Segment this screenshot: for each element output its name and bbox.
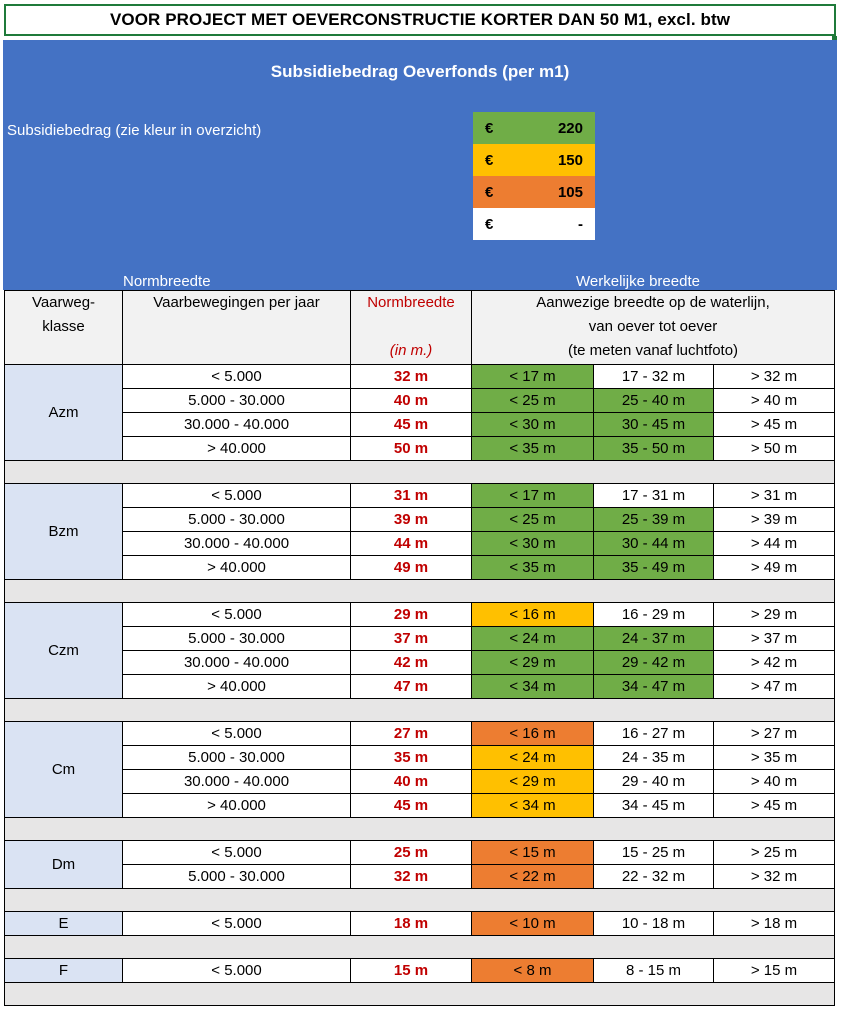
legend-white bbox=[473, 208, 595, 240]
cell-breedte-midden[interactable]: 17 - 31 m bbox=[594, 484, 714, 508]
col-header-vaar: Vaarbewegingen per jaar bbox=[123, 291, 351, 365]
cell-normbreedte[interactable]: 27 m bbox=[351, 722, 472, 746]
cell-vaarbewegingen[interactable]: < 5.000 bbox=[123, 365, 351, 389]
cell-breedte-midden[interactable]: 24 - 37 m bbox=[594, 627, 714, 651]
cell-vaarbewegingen[interactable]: 5.000 - 30.000 bbox=[123, 389, 351, 413]
cell-normbreedte[interactable]: 29 m bbox=[351, 603, 472, 627]
cell-breedte-smal[interactable]: < 10 m bbox=[472, 912, 594, 936]
cell-klasse[interactable]: Azm bbox=[5, 365, 123, 461]
panel-heading: Subsidiebedrag Oeverfonds (per m1) bbox=[270, 62, 570, 81]
cell-breedte-midden[interactable]: 8 - 15 m bbox=[594, 959, 714, 983]
cell-breedte-midden[interactable]: 35 - 49 m bbox=[594, 556, 714, 580]
cell-normbreedte[interactable]: 50 m bbox=[351, 437, 472, 461]
cell-normbreedte[interactable]: 45 m bbox=[351, 794, 472, 818]
cell-vaarbewegingen[interactable]: < 5.000 bbox=[123, 959, 351, 983]
col-header-klasse bbox=[5, 291, 123, 365]
spacer-cell bbox=[5, 936, 835, 959]
spacer-cell bbox=[5, 699, 835, 722]
table-header bbox=[5, 291, 835, 365]
spacer-row bbox=[5, 983, 835, 1006]
spacer-row bbox=[5, 699, 835, 722]
cell-breedte-midden[interactable]: 30 - 44 m bbox=[594, 532, 714, 556]
cell-breedte-breed[interactable]: > 18 m bbox=[714, 912, 835, 936]
cell-breedte-smal[interactable]: < 17 m bbox=[472, 365, 594, 389]
col-header-norm bbox=[351, 291, 472, 365]
cell-breedte-breed[interactable]: > 25 m bbox=[714, 841, 835, 865]
subsidy-panel bbox=[3, 40, 837, 290]
spacer-cell bbox=[5, 580, 835, 603]
col-header-norm-label: Normbreedte bbox=[367, 294, 455, 311]
cell-vaarbewegingen[interactable]: 30.000 - 40.000 bbox=[123, 532, 351, 556]
cell-vaarbewegingen[interactable]: < 5.000 bbox=[123, 841, 351, 865]
col-header-actual-line2: van oever tot oever bbox=[588, 318, 718, 335]
table-row bbox=[5, 746, 835, 770]
cell-klasse[interactable]: Bzm bbox=[5, 484, 123, 580]
legend-yellow bbox=[473, 144, 595, 176]
cell-breedte-midden[interactable]: 17 - 32 m bbox=[594, 365, 714, 389]
cell-breedte-smal[interactable]: < 8 m bbox=[472, 959, 594, 983]
cell-breedte-breed[interactable]: > 47 m bbox=[714, 675, 835, 699]
table-row bbox=[5, 532, 835, 556]
legend-green bbox=[473, 112, 595, 144]
cell-klasse[interactable]: Cm bbox=[5, 722, 123, 818]
cell-breedte-midden[interactable]: 16 - 29 m bbox=[594, 603, 714, 627]
cell-normbreedte[interactable]: 42 m bbox=[351, 651, 472, 675]
cell-vaarbewegingen[interactable]: < 5.000 bbox=[123, 722, 351, 746]
cell-breedte-breed[interactable]: > 15 m bbox=[714, 959, 835, 983]
cell-breedte-midden[interactable]: 35 - 50 m bbox=[594, 437, 714, 461]
cell-vaarbewegingen[interactable]: < 5.000 bbox=[123, 603, 351, 627]
panel-label: Subsidiebedrag (zie kleur in overzicht) bbox=[7, 122, 262, 139]
cell-breedte-smal[interactable]: < 29 m bbox=[472, 651, 594, 675]
cell-normbreedte[interactable]: 31 m bbox=[351, 484, 472, 508]
table-row bbox=[5, 841, 835, 865]
table-row bbox=[5, 959, 835, 983]
cell-normbreedte[interactable]: 15 m bbox=[351, 959, 472, 983]
table-row bbox=[5, 651, 835, 675]
spacer-cell bbox=[5, 983, 835, 1006]
cell-breedte-smal[interactable]: < 24 m bbox=[472, 746, 594, 770]
cell-breedte-breed[interactable]: > 29 m bbox=[714, 603, 835, 627]
spacer-cell bbox=[5, 461, 835, 484]
col-header-actual bbox=[472, 291, 835, 365]
cell-normbreedte[interactable]: 32 m bbox=[351, 865, 472, 889]
cell-breedte-midden[interactable]: 30 - 45 m bbox=[594, 413, 714, 437]
cell-breedte-midden[interactable]: 15 - 25 m bbox=[594, 841, 714, 865]
cell-normbreedte[interactable]: 47 m bbox=[351, 675, 472, 699]
cell-breedte-breed[interactable]: > 32 m bbox=[714, 865, 835, 889]
spacer-row bbox=[5, 889, 835, 912]
cell-breedte-smal[interactable]: < 35 m bbox=[472, 437, 594, 461]
legend-orange bbox=[473, 176, 595, 208]
cell-breedte-smal[interactable]: < 16 m bbox=[472, 603, 594, 627]
cell-normbreedte[interactable]: 25 m bbox=[351, 841, 472, 865]
cell-breedte-breed[interactable]: > 37 m bbox=[714, 627, 835, 651]
cell-breedte-breed[interactable]: > 50 m bbox=[714, 437, 835, 461]
col-header-actual-line1: Aanwezige breedte op de waterlijn, bbox=[536, 294, 770, 311]
cell-normbreedte[interactable]: 35 m bbox=[351, 746, 472, 770]
cell-normbreedte[interactable]: 39 m bbox=[351, 508, 472, 532]
cell-breedte-smal[interactable]: < 17 m bbox=[472, 484, 594, 508]
title-bar[interactable] bbox=[4, 4, 836, 36]
spacer-row bbox=[5, 580, 835, 603]
cell-breedte-smal[interactable]: < 25 m bbox=[472, 508, 594, 532]
legend-currency: € bbox=[485, 119, 494, 137]
table-row bbox=[5, 722, 835, 746]
cell-breedte-breed[interactable]: > 31 m bbox=[714, 484, 835, 508]
table-row bbox=[5, 603, 835, 627]
spacer-row bbox=[5, 818, 835, 841]
cell-breedte-breed[interactable]: > 40 m bbox=[714, 389, 835, 413]
cell-normbreedte[interactable]: 44 m bbox=[351, 532, 472, 556]
cell-breedte-midden[interactable]: 34 - 47 m bbox=[594, 675, 714, 699]
legend-amount: 220 bbox=[557, 119, 583, 137]
cell-vaarbewegingen[interactable]: > 40.000 bbox=[123, 556, 351, 580]
cell-breedte-breed[interactable]: > 35 m bbox=[714, 746, 835, 770]
cell-breedte-breed[interactable]: > 45 m bbox=[714, 794, 835, 818]
cell-vaarbewegingen[interactable]: > 40.000 bbox=[123, 437, 351, 461]
cell-breedte-smal[interactable]: < 30 m bbox=[472, 532, 594, 556]
cell-breedte-smal[interactable]: < 25 m bbox=[472, 389, 594, 413]
table-row bbox=[5, 484, 835, 508]
legend-currency: € bbox=[485, 151, 494, 169]
group-label-werkelijke-breedte: Werkelijke breedte bbox=[576, 273, 700, 290]
cell-klasse[interactable]: F bbox=[5, 959, 123, 983]
cell-breedte-midden[interactable]: 25 - 40 m bbox=[594, 389, 714, 413]
cell-breedte-smal[interactable]: < 34 m bbox=[472, 794, 594, 818]
cell-breedte-breed[interactable]: > 40 m bbox=[714, 770, 835, 794]
cell-vaarbewegingen[interactable]: 30.000 - 40.000 bbox=[123, 651, 351, 675]
cell-vaarbewegingen[interactable]: 5.000 - 30.000 bbox=[123, 746, 351, 770]
cell-klasse[interactable]: Dm bbox=[5, 841, 123, 889]
cell-normbreedte[interactable]: 45 m bbox=[351, 413, 472, 437]
cell-breedte-midden[interactable]: 10 - 18 m bbox=[594, 912, 714, 936]
table-row bbox=[5, 413, 835, 437]
cell-breedte-midden[interactable]: 29 - 40 m bbox=[594, 770, 714, 794]
cell-normbreedte[interactable]: 37 m bbox=[351, 627, 472, 651]
cell-vaarbewegingen[interactable]: 30.000 - 40.000 bbox=[123, 413, 351, 437]
table-row bbox=[5, 437, 835, 461]
cell-breedte-midden[interactable]: 34 - 45 m bbox=[594, 794, 714, 818]
cell-breedte-smal[interactable]: < 22 m bbox=[472, 865, 594, 889]
table-row bbox=[5, 365, 835, 389]
table-row bbox=[5, 627, 835, 651]
cell-normbreedte[interactable]: 32 m bbox=[351, 365, 472, 389]
cell-breedte-smal[interactable]: < 34 m bbox=[472, 675, 594, 699]
cell-vaarbewegingen[interactable]: 5.000 - 30.000 bbox=[123, 865, 351, 889]
cell-breedte-breed[interactable]: > 32 m bbox=[714, 365, 835, 389]
cell-vaarbewegingen[interactable]: 30.000 - 40.000 bbox=[123, 770, 351, 794]
cell-vaarbewegingen[interactable]: 5.000 - 30.000 bbox=[123, 627, 351, 651]
legend-amount: - bbox=[578, 215, 583, 233]
group-label-normbreedte: Normbreedte bbox=[123, 273, 211, 290]
col-header-norm-unit: (in m.) bbox=[389, 342, 433, 359]
legend-amount: 150 bbox=[557, 151, 583, 169]
cell-vaarbewegingen[interactable]: > 40.000 bbox=[123, 794, 351, 818]
cell-normbreedte[interactable]: 18 m bbox=[351, 912, 472, 936]
table-row bbox=[5, 794, 835, 818]
col-header-klasse-line1: Vaarweg- bbox=[31, 294, 96, 311]
cell-breedte-smal[interactable]: < 24 m bbox=[472, 627, 594, 651]
cell-vaarbewegingen[interactable]: > 40.000 bbox=[123, 675, 351, 699]
spacer-row bbox=[5, 461, 835, 484]
cell-breedte-midden[interactable]: 22 - 32 m bbox=[594, 865, 714, 889]
table-row bbox=[5, 865, 835, 889]
table-row bbox=[5, 770, 835, 794]
spacer-row bbox=[5, 936, 835, 959]
table-row bbox=[5, 556, 835, 580]
table-row bbox=[5, 389, 835, 413]
page-title: VOOR PROJECT MET OEVERCONSTRUCTIE KORTER DAN 50 M1, excl. btw bbox=[109, 10, 731, 29]
cell-breedte-smal[interactable]: < 35 m bbox=[472, 556, 594, 580]
spacer-cell bbox=[5, 889, 835, 912]
table-row bbox=[5, 675, 835, 699]
cell-vaarbewegingen[interactable]: 5.000 - 30.000 bbox=[123, 508, 351, 532]
col-header-actual-line3: (te meten vanaf luchtfoto) bbox=[567, 342, 739, 359]
legend-amount: 105 bbox=[557, 183, 583, 201]
cell-breedte-midden[interactable]: 25 - 39 m bbox=[594, 508, 714, 532]
spacer-cell bbox=[5, 818, 835, 841]
cell-breedte-breed[interactable]: > 45 m bbox=[714, 413, 835, 437]
table-row bbox=[5, 508, 835, 532]
legend-currency: € bbox=[485, 215, 494, 233]
legend-currency: € bbox=[485, 183, 494, 201]
cell-breedte-breed[interactable]: > 49 m bbox=[714, 556, 835, 580]
cell-breedte-smal[interactable]: < 29 m bbox=[472, 770, 594, 794]
table-row bbox=[5, 912, 835, 936]
cell-klasse[interactable]: E bbox=[5, 912, 123, 936]
cell-normbreedte[interactable]: 40 m bbox=[351, 389, 472, 413]
col-header-klasse-line2: klasse bbox=[42, 318, 85, 335]
cell-normbreedte[interactable]: 40 m bbox=[351, 770, 472, 794]
cell-breedte-breed[interactable]: > 44 m bbox=[714, 532, 835, 556]
cell-breedte-breed[interactable]: > 42 m bbox=[714, 651, 835, 675]
cell-breedte-smal[interactable]: < 15 m bbox=[472, 841, 594, 865]
cell-normbreedte[interactable]: 49 m bbox=[351, 556, 472, 580]
cell-breedte-midden[interactable]: 29 - 42 m bbox=[594, 651, 714, 675]
cell-breedte-midden[interactable]: 16 - 27 m bbox=[594, 722, 714, 746]
cell-breedte-midden[interactable]: 24 - 35 m bbox=[594, 746, 714, 770]
cell-breedte-smal[interactable]: < 16 m bbox=[472, 722, 594, 746]
cell-breedte-smal[interactable]: < 30 m bbox=[472, 413, 594, 437]
width-table bbox=[4, 290, 835, 1006]
cell-vaarbewegingen[interactable]: < 5.000 bbox=[123, 912, 351, 936]
cell-vaarbewegingen[interactable]: < 5.000 bbox=[123, 484, 351, 508]
cell-klasse[interactable]: Czm bbox=[5, 603, 123, 699]
cell-breedte-breed[interactable]: > 27 m bbox=[714, 722, 835, 746]
cell-breedte-breed[interactable]: > 39 m bbox=[714, 508, 835, 532]
